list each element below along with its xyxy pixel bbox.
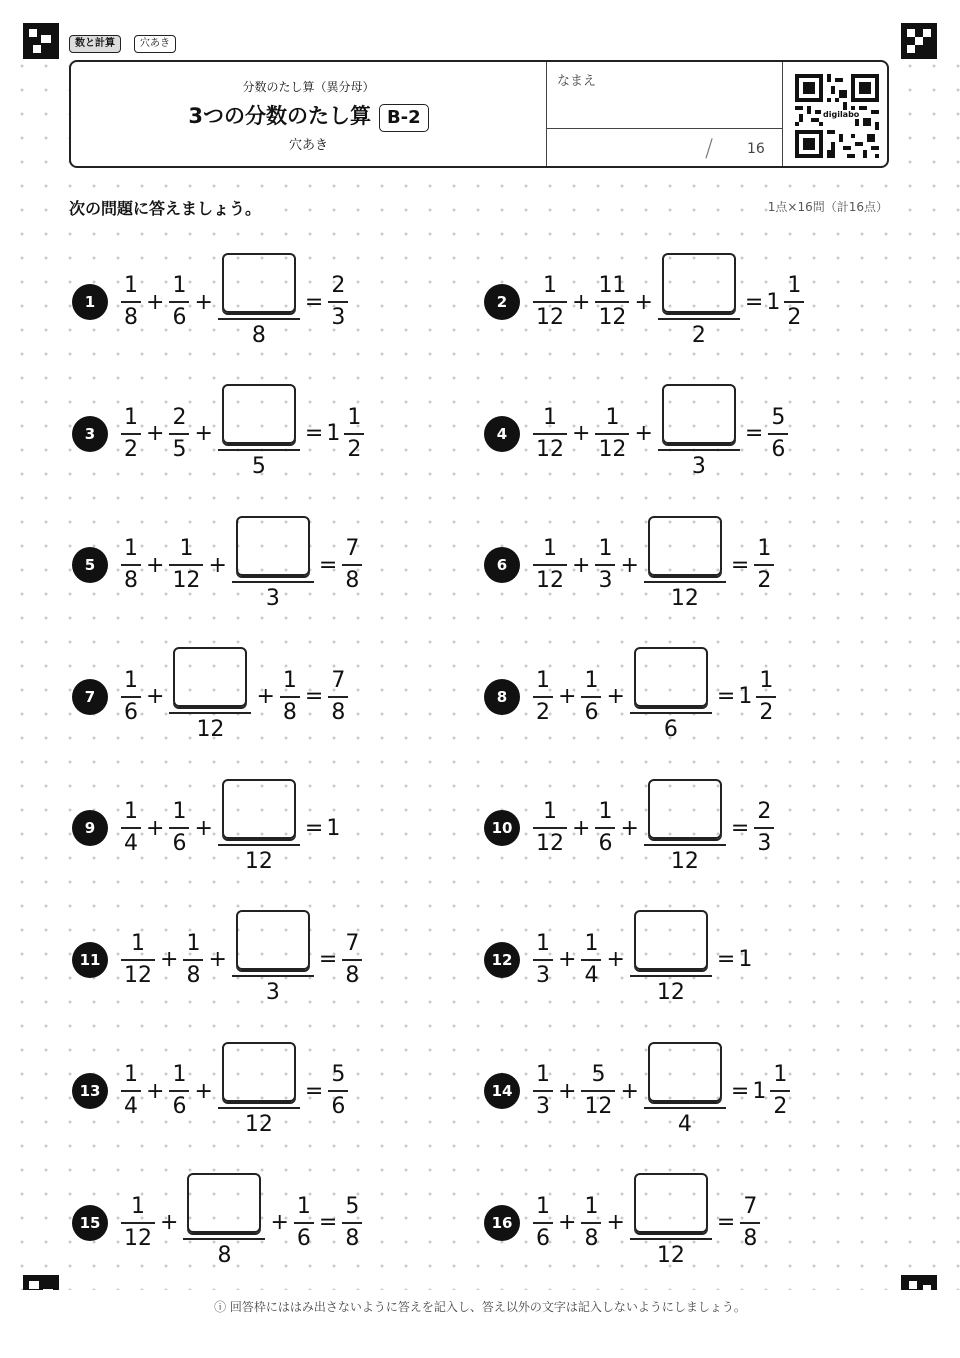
fraction	[533, 1192, 553, 1254]
answer-box[interactable]	[634, 1173, 708, 1233]
fraction	[121, 797, 141, 859]
fraction	[280, 666, 300, 728]
answer-whole: 1	[326, 421, 341, 446]
denominator: 8	[345, 1225, 360, 1251]
fraction	[121, 1060, 141, 1122]
fraction	[595, 271, 629, 333]
problem-number: 2	[484, 284, 520, 320]
footer-note	[0, 1298, 960, 1315]
problem-number: 8	[484, 679, 520, 715]
denominator: 12	[584, 1094, 613, 1119]
blank-fraction	[218, 1042, 300, 1141]
denominator: 12	[124, 1225, 152, 1251]
denominator: 4	[677, 1111, 692, 1137]
denominator: 2	[536, 699, 550, 725]
footer-text: ⓘ 回答枠にははみ出さないように答えを記入し、答え以外の文字は記入しないようにしましょう。	[208, 1300, 752, 1314]
problem-12	[484, 910, 753, 1010]
numerator: 11	[598, 273, 627, 298]
registration-marker-top-right	[901, 23, 937, 59]
answer-fraction	[784, 271, 804, 333]
blank-fraction	[644, 516, 726, 615]
denominator: 2	[757, 568, 772, 593]
numerator: 5	[771, 404, 786, 430]
denominator: 2	[124, 436, 138, 462]
problem-4	[484, 384, 791, 484]
problem-number: 4	[484, 416, 520, 452]
answer-whole: 1	[326, 815, 341, 841]
denominator: 8	[584, 1225, 599, 1251]
denominator: 3	[536, 962, 550, 988]
problem-13	[72, 1041, 351, 1141]
problem-16	[484, 1173, 763, 1273]
fraction	[595, 797, 615, 859]
numerator: 1	[124, 799, 138, 824]
fraction	[294, 1192, 314, 1254]
problem-14	[484, 1041, 793, 1141]
problem-number: 12	[484, 942, 520, 978]
numerator: 1	[124, 667, 138, 693]
fraction	[121, 929, 155, 991]
score-total: 16	[747, 141, 765, 157]
blank-fraction	[218, 384, 300, 483]
denominator: 8	[345, 568, 360, 593]
numerator: 1	[536, 1062, 550, 1087]
blank-fraction	[232, 910, 314, 1009]
denominator: 12	[536, 436, 564, 462]
numerator: 1	[131, 1193, 145, 1219]
plus-sign: +	[606, 684, 625, 709]
registration-marker-top-left	[23, 23, 59, 59]
answer-fraction	[342, 534, 362, 596]
denominator: 2	[773, 1094, 788, 1119]
denominator: 8	[186, 962, 201, 988]
equals-sign: =	[744, 289, 764, 315]
denominator: 12	[536, 568, 564, 593]
fraction	[169, 1060, 189, 1122]
numerator: 7	[345, 536, 360, 561]
fraction	[533, 666, 553, 728]
problem-number: 9	[72, 810, 108, 846]
problem-number: 3	[72, 416, 108, 452]
answer-fraction	[740, 1192, 760, 1254]
answer-whole: 1	[738, 684, 753, 709]
blank-fraction	[630, 1173, 712, 1272]
denominator: 4	[124, 831, 138, 856]
numerator: 1	[124, 273, 138, 298]
plus-sign: +	[194, 815, 213, 841]
problem-number: 7	[72, 679, 108, 715]
title-block	[71, 62, 546, 166]
denominator: 4	[124, 1094, 138, 1119]
category-tag: 数と計算	[69, 35, 121, 53]
denominator: 12	[536, 305, 564, 330]
denominator: 8	[217, 1243, 232, 1268]
problem-number: 1	[72, 284, 108, 320]
plus-sign: +	[606, 947, 625, 972]
equals-sign: =	[304, 684, 324, 709]
denominator: 2	[691, 322, 706, 348]
numerator: 1	[584, 1193, 599, 1219]
plus-sign: +	[146, 421, 165, 446]
numerator: 1	[124, 404, 138, 430]
equals-sign: =	[716, 947, 736, 972]
denominator: 12	[598, 436, 627, 462]
plus-sign: +	[620, 1078, 639, 1104]
denominator: 3	[331, 305, 346, 330]
problem-10	[484, 778, 777, 878]
numerator: 5	[331, 1062, 346, 1087]
numerator: 1	[282, 667, 297, 693]
plus-sign: +	[558, 1078, 577, 1104]
plus-sign: +	[194, 289, 213, 315]
points-info: 1点×16問（計16点）	[767, 200, 888, 214]
blank-fraction	[232, 516, 314, 615]
blank-fraction	[658, 384, 740, 483]
equals-sign: =	[304, 421, 324, 446]
fraction	[183, 929, 203, 991]
problem-number: 16	[484, 1205, 520, 1241]
answer-box[interactable]	[236, 516, 310, 576]
numerator: 1	[605, 404, 620, 430]
answer-fraction	[328, 666, 348, 728]
plus-sign: +	[572, 815, 591, 841]
equals-sign: =	[318, 552, 338, 578]
equals-sign: =	[730, 1078, 750, 1104]
denominator: 2	[347, 436, 362, 462]
answer-box[interactable]	[662, 253, 736, 313]
worksheet-header	[69, 60, 889, 168]
fraction	[533, 534, 567, 596]
problem-6	[484, 515, 777, 615]
numerator: 1	[598, 536, 613, 561]
answer-box[interactable]	[222, 1042, 296, 1102]
denominator: 12	[670, 585, 699, 611]
plus-sign: +	[270, 1210, 289, 1235]
plus-sign: +	[208, 552, 227, 578]
denominator: 8	[124, 305, 138, 330]
answer-box[interactable]	[648, 516, 722, 576]
fraction	[533, 1060, 553, 1122]
problem-15	[72, 1173, 365, 1273]
denominator: 8	[331, 699, 346, 725]
numerator: 1	[598, 799, 613, 824]
answer-fraction	[754, 797, 774, 859]
fraction	[121, 1192, 155, 1254]
denominator: 5	[172, 436, 187, 462]
worksheet-code: B-2	[379, 104, 429, 132]
denominator: 6	[536, 1225, 550, 1251]
numerator: 1	[186, 930, 201, 956]
fraction	[533, 403, 567, 465]
answer-box[interactable]	[634, 647, 708, 707]
answer-fraction	[344, 403, 364, 465]
denominator: 12	[124, 962, 152, 988]
answer-whole: 1	[766, 289, 781, 315]
blank-fraction	[218, 253, 300, 352]
answer-box[interactable]	[187, 1173, 261, 1233]
numerator: 1	[757, 536, 772, 561]
plus-sign: +	[256, 684, 275, 709]
denominator: 8	[124, 568, 138, 593]
numerator: 2	[331, 273, 346, 298]
numerator: 7	[331, 667, 346, 693]
numerator: 1	[296, 1193, 311, 1219]
equals-sign: =	[744, 421, 764, 446]
numerator: 1	[172, 1062, 187, 1087]
plus-sign: +	[194, 1078, 213, 1104]
fraction	[581, 929, 601, 991]
plus-sign: +	[634, 421, 653, 446]
fraction	[595, 534, 615, 596]
equals-sign: =	[304, 1078, 324, 1104]
denominator: 8	[282, 699, 297, 725]
equals-sign: =	[318, 1210, 338, 1235]
plus-sign: +	[606, 1210, 625, 1235]
plus-sign: +	[558, 684, 577, 709]
denominator: 3	[265, 980, 280, 1005]
denominator: 12	[244, 848, 273, 874]
score-slash: /	[705, 134, 714, 162]
denominator: 3	[691, 454, 706, 479]
denominator: 12	[196, 717, 225, 742]
denominator: 6	[172, 831, 187, 856]
denominator: 8	[743, 1225, 758, 1251]
problem-8	[484, 647, 779, 747]
numerator: 1	[131, 930, 145, 956]
answer-fraction	[342, 1192, 362, 1254]
fraction	[533, 271, 567, 333]
blank-fraction	[169, 647, 251, 746]
answer-whole: 1	[752, 1078, 767, 1104]
blank-fraction	[183, 1173, 265, 1272]
plus-sign: +	[620, 815, 639, 841]
numerator: 2	[757, 799, 772, 824]
numerator: 1	[543, 404, 557, 430]
numerator: 1	[543, 273, 557, 298]
equals-sign: =	[716, 1210, 736, 1235]
type-tag: 穴あき	[134, 35, 176, 53]
numerator: 1	[536, 667, 550, 693]
fraction	[121, 271, 141, 333]
equals-sign: =	[730, 815, 750, 841]
numerator: 1	[536, 1193, 550, 1219]
denominator: 3	[536, 1094, 550, 1119]
problem-number: 14	[484, 1073, 520, 1109]
numerator: 1	[124, 536, 138, 561]
fraction	[533, 929, 553, 991]
denominator: 2	[787, 305, 802, 330]
fraction	[169, 797, 189, 859]
blank-fraction	[644, 779, 726, 878]
problem-1	[72, 252, 351, 352]
denominator: 12	[598, 305, 627, 330]
equals-sign: =	[318, 947, 338, 972]
answer-fraction	[756, 666, 776, 728]
denominator: 3	[598, 568, 613, 593]
problem-5	[72, 515, 365, 615]
denominator: 12	[670, 848, 699, 874]
numerator: 1	[543, 799, 557, 824]
instruction: 次の問題に答えましょう。	[69, 196, 265, 219]
numerator: 5	[591, 1062, 606, 1087]
numerator: 1	[543, 536, 557, 561]
denominator: 12	[656, 1243, 685, 1268]
score-field[interactable]	[547, 128, 782, 167]
problem-9	[72, 778, 341, 878]
plus-sign: +	[146, 684, 165, 709]
denominator: 6	[584, 699, 599, 725]
denominator: 6	[331, 1094, 346, 1119]
fraction	[581, 1192, 601, 1254]
denominator: 12	[244, 1111, 273, 1137]
denominator: 6	[124, 699, 138, 725]
problem-number: 10	[484, 810, 520, 846]
fraction	[169, 403, 189, 465]
problem-7	[72, 647, 351, 747]
plus-sign: +	[558, 947, 577, 972]
numerator: 1	[536, 930, 550, 956]
fraction	[121, 666, 141, 728]
answer-fraction	[770, 1060, 790, 1122]
plus-sign: +	[146, 289, 165, 315]
fraction	[121, 534, 141, 596]
plus-sign: +	[160, 947, 179, 972]
worksheet-subtitle: 分数のたし算（異分母）	[242, 80, 375, 94]
fraction	[169, 534, 203, 596]
plus-sign: +	[208, 947, 227, 972]
equals-sign: =	[304, 815, 324, 841]
plus-sign: +	[146, 1078, 165, 1104]
numerator: 1	[787, 273, 802, 298]
fraction	[533, 797, 567, 859]
equals-sign: =	[730, 552, 750, 578]
denominator: 6	[663, 717, 678, 742]
denominator: 5	[251, 454, 266, 479]
fraction	[595, 403, 629, 465]
numerator: 1	[584, 667, 599, 693]
answer-fraction	[768, 403, 788, 465]
plus-sign: +	[194, 421, 213, 446]
plus-sign: +	[572, 421, 591, 446]
answer-whole: 1	[738, 947, 753, 972]
fraction	[121, 403, 141, 465]
answer-fraction	[342, 929, 362, 991]
denominator: 6	[172, 1094, 187, 1119]
title-text: 3つの分数のたし算	[188, 104, 371, 128]
denominator: 3	[265, 585, 280, 611]
numerator: 1	[347, 404, 362, 430]
qr-brand-text: digilabo	[823, 110, 860, 119]
denominator: 6	[771, 436, 786, 462]
blank-fraction	[658, 253, 740, 352]
answer-box[interactable]	[222, 384, 296, 444]
denominator: 2	[759, 699, 774, 725]
denominator: 6	[296, 1225, 311, 1251]
numerator: 1	[179, 536, 194, 561]
numerator: 1	[124, 1062, 138, 1087]
answer-fraction	[754, 534, 774, 596]
plus-sign: +	[634, 289, 653, 315]
name-label: なまえ	[557, 74, 597, 89]
plus-sign: +	[146, 552, 165, 578]
problem-number: 6	[484, 547, 520, 583]
numerator: 2	[172, 404, 187, 430]
fraction	[581, 1060, 615, 1122]
numerator: 1	[584, 930, 599, 956]
plus-sign: +	[558, 1210, 577, 1235]
fraction	[169, 271, 189, 333]
problem-3	[72, 384, 367, 484]
numerator: 1	[773, 1062, 788, 1087]
blank-fraction	[218, 779, 300, 878]
answer-box[interactable]	[222, 779, 296, 839]
denominator: 6	[598, 831, 613, 856]
numerator: 1	[172, 799, 187, 824]
denominator: 4	[584, 962, 599, 988]
numerator: 5	[345, 1193, 360, 1219]
answer-fraction	[328, 271, 348, 333]
plus-sign: +	[572, 289, 591, 315]
problem-number: 11	[72, 942, 108, 978]
answer-fraction	[328, 1060, 348, 1122]
plus-sign: +	[146, 815, 165, 841]
denominator: 12	[656, 980, 685, 1005]
answer-box[interactable]	[648, 1042, 722, 1102]
answer-box[interactable]	[222, 253, 296, 313]
denominator: 12	[536, 831, 564, 856]
answer-box[interactable]	[173, 647, 247, 707]
numerator: 7	[345, 930, 360, 956]
numerator: 1	[172, 273, 187, 298]
denominator: 8	[251, 322, 266, 348]
equals-sign: =	[304, 289, 324, 315]
plus-sign: +	[160, 1210, 179, 1235]
blank-fraction	[644, 1042, 726, 1141]
equals-sign: =	[716, 684, 736, 709]
denominator: 8	[345, 962, 360, 988]
numerator: 7	[743, 1193, 758, 1219]
worksheet-title	[71, 100, 546, 132]
numerator: 1	[759, 667, 774, 693]
problem-11	[72, 910, 365, 1010]
plus-sign: +	[620, 552, 639, 578]
problem-number: 5	[72, 547, 108, 583]
answer-box[interactable]	[634, 910, 708, 970]
answer-box[interactable]	[236, 910, 310, 970]
problem-number: 13	[72, 1073, 108, 1109]
worksheet-kind: 穴あき	[288, 138, 328, 153]
denominator: 3	[757, 831, 772, 856]
blank-fraction	[630, 647, 712, 746]
plus-sign: +	[572, 552, 591, 578]
name-area	[546, 62, 783, 166]
problem-2	[484, 252, 807, 352]
answer-box[interactable]	[662, 384, 736, 444]
fraction	[581, 666, 601, 728]
denominator: 6	[172, 305, 187, 330]
blank-fraction	[630, 910, 712, 1009]
problem-number: 15	[72, 1205, 108, 1241]
answer-box[interactable]	[648, 779, 722, 839]
denominator: 12	[172, 568, 201, 593]
